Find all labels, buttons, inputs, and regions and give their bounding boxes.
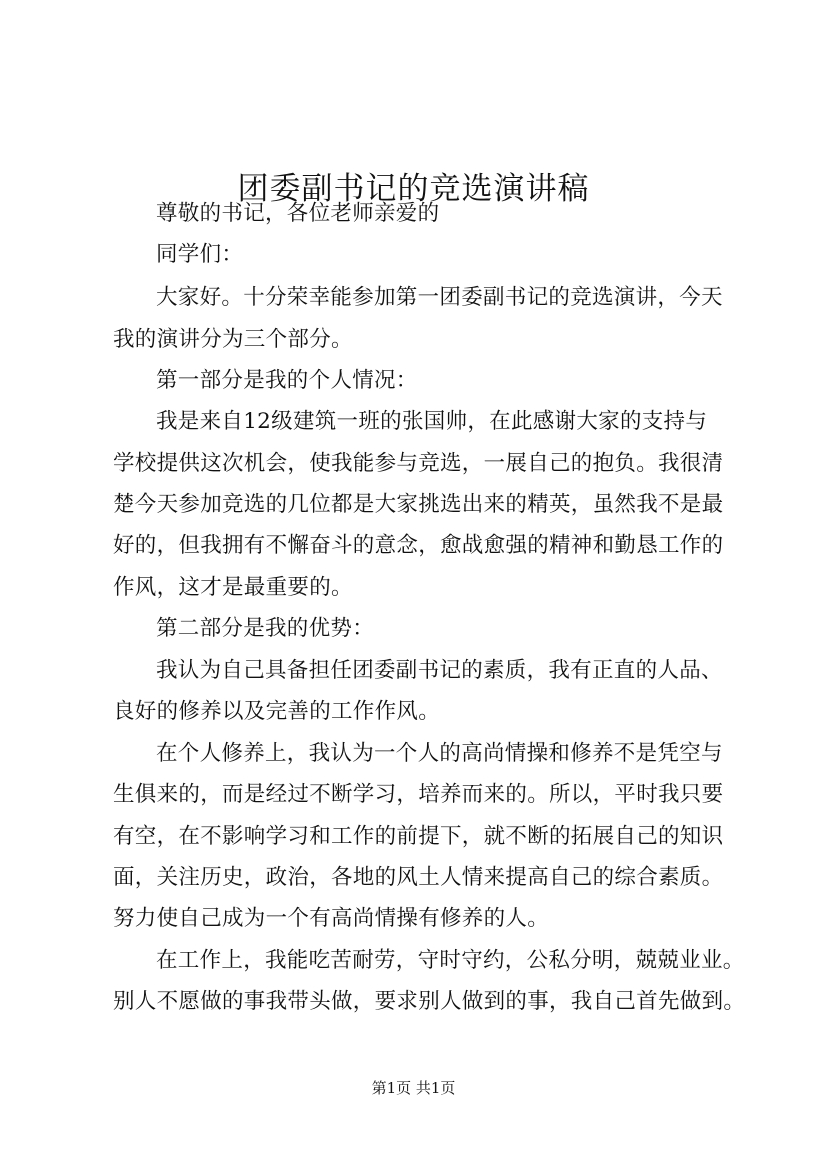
salutation-line-1: 尊敬的书记，各位老师亲爱的: [156, 201, 440, 226]
paragraph-line: 作风，这才是最重要的。: [113, 575, 353, 600]
page-number-footer: 第1页 共1页: [371, 1079, 456, 1097]
paragraph-line: 我是来自12级建筑一班的张国帅，在此感谢大家的支持与: [156, 409, 708, 434]
paragraph-line: 在工作上，我能吃苦耐劳，守时守约，公私分明，兢兢业业。: [156, 948, 745, 973]
paragraph-line: 面，关注历史，政治，各地的风土人情来提高自己的综合素质。: [113, 865, 724, 890]
paragraph-line: 大家好。十分荣幸能参加第一团委副书记的竞选演讲，今天: [156, 285, 723, 310]
section-heading: 第一部分是我的个人情况：: [156, 368, 418, 393]
paragraph-line: 别人不愿做的事我带头做，要求别人做到的事，我自己首先做到。: [113, 989, 746, 1014]
paragraph-line: 在个人修养上，我认为一个人的高尚情操和修养不是凭空与: [156, 741, 723, 766]
paragraph-line: 有空，在不影响学习和工作的前提下，就不断的拓展自己的知识: [113, 824, 724, 849]
paragraph-line: 学校提供这次机会，使我能参与竞选，一展自己的抱负。我很清: [113, 451, 724, 476]
paragraph-line: 我的演讲分为三个部分。: [113, 327, 353, 352]
salutation-line-2: 同学们：: [156, 242, 244, 267]
paragraph-line: 我认为自己具备担任团委副书记的素质，我有正直的人品、: [156, 658, 723, 683]
paragraph-line: 生俱来的，而是经过不断学习，培养而来的。所以，平时我只要: [113, 782, 724, 807]
document-title: 团委副书记的竞选演讲稿: [237, 170, 590, 207]
paragraph-line: 楚今天参加竞选的几位都是大家挑选出来的精英，虽然我不是最: [113, 492, 724, 517]
paragraph-line: 好的，但我拥有不懈奋斗的意念，愈战愈强的精神和勤恳工作的: [113, 533, 724, 558]
paragraph-line: 努力使自己成为一个有高尚情操有修养的人。: [113, 906, 550, 931]
section-heading: 第二部分是我的优势：: [156, 616, 375, 641]
paragraph-line: 良好的修养以及完善的工作作风。: [113, 699, 441, 724]
